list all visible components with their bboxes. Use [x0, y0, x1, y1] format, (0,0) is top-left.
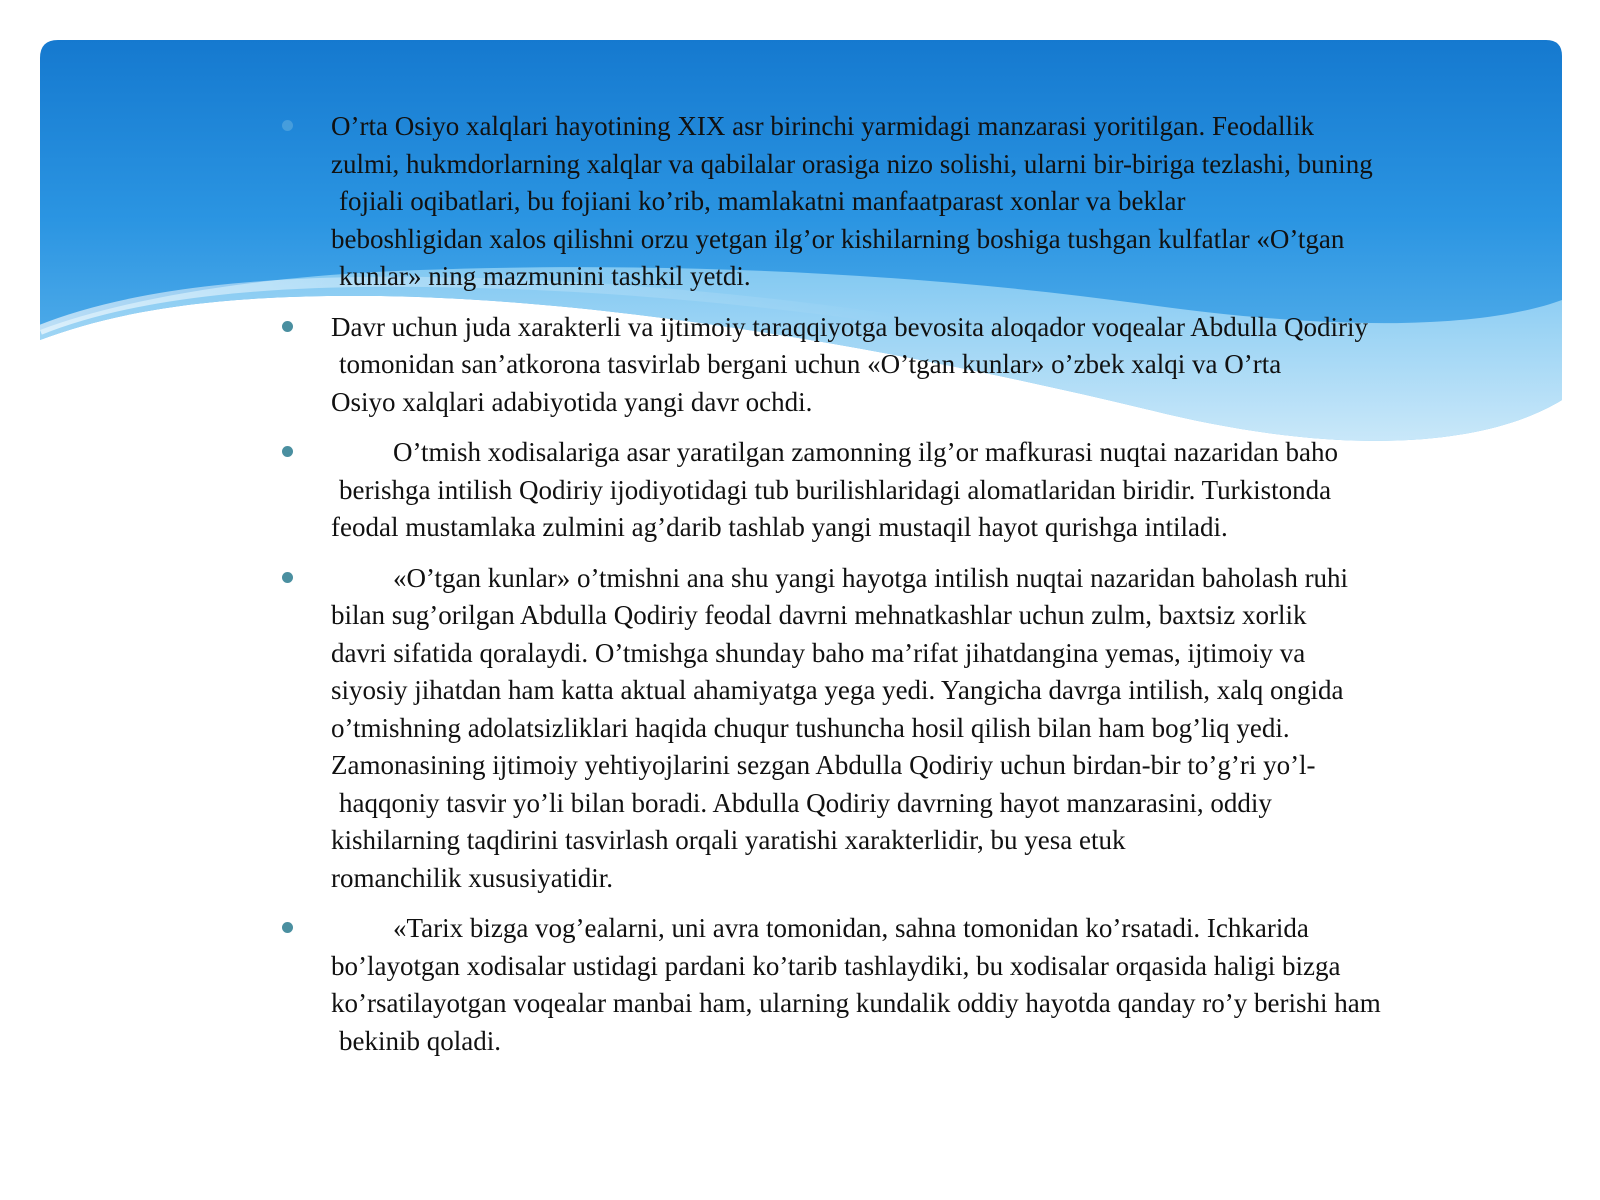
text-line: feodal mustamlaka zulmini ag’darib tashlab yangi mustaqil hayot qurishga intiladi.: [331, 512, 1228, 542]
text-line: zulmi, hukmdorlarning xalqlar va qabilalar orasiga nizo solishi, ularni bir-biriga tezlashi, buning: [331, 148, 1373, 179]
text-line: ko’rsatilayotgan voqealar manbai ham, ularning kundalik oddiy hayotda qanday ro’y berishi ham: [331, 988, 1381, 1018]
bullet-item-3: [285, 434, 1550, 547]
bullet-item-1: [285, 108, 1550, 296]
text-line: bekinib qoladi.: [339, 1025, 501, 1056]
text-line: davri sifatida qoralaydi. O’tmishga shunday baho ma’rifat jihatdangina yemas, ijtimoiy va: [331, 637, 1306, 668]
bullet-icon: [282, 922, 293, 933]
bullet-icon: [282, 572, 293, 583]
text-line: «Tarix bizga vog’ealarni, uni avra tomonidan, sahna tomonidan ko’rsatadi. Ichkarida: [393, 913, 1309, 943]
bullet-icon: [282, 321, 293, 332]
text-line: tomonidan san’atkorona tasvirlab bergani uchun «O’tgan kunlar» o’zbek xalqi va O’rta: [339, 349, 1282, 379]
text-line: o’tmishning adolatsizliklari haqida chuqur tushuncha hosil qilish bilan ham bog’liq yedi.: [331, 712, 1290, 743]
text-line: O’tmish xodisalariga asar yaratilgan zamonning ilg’or mafkurasi nuqtai nazaridan baho: [393, 437, 1338, 467]
text-line: haqqoniy tasvir yo’li bilan boradi. Abdulla Qodiriy davrning hayot manzarasini, oddiy: [339, 787, 1272, 818]
bullet-item-2: [285, 309, 1550, 422]
bullet-item-4: [285, 560, 1550, 898]
text-line: kishilarning taqdirini tasvirlash orqali yaratishi xarakterlidir, bu yesa etuk: [331, 825, 1126, 855]
bullet-list: [285, 108, 1550, 1060]
text-line: bo’layotgan xodisalar ustidagi pardani ko’tarib tashlaydiki, bu xodisalar orqasida haligi bizga: [331, 950, 1341, 981]
text-line: berishga intilish Qodiriy ijodiyotidagi tub burilishlaridagi alomatlaridan biridir. Turkistonda: [339, 474, 1332, 505]
text-line: Zamonasining ijtimoiy yehtiyojlarini sezgan Abdulla Qodiriy uchun birdan-bir to’g’ri yo’l-: [331, 750, 1316, 780]
bullet-icon: [282, 120, 293, 131]
content-area: [285, 108, 1550, 1073]
text-line: siyosiy jihatdan ham katta aktual ahamiyatga yega yedi. Yangicha davrga intilish, xalq ongida: [331, 675, 1344, 705]
text-line: kunlar» ning mazmunini tashkil yetdi.: [339, 261, 751, 291]
bullet-item-5: [285, 910, 1550, 1060]
text-line: fojiali oqibatlari, bu fojiani ko’rib, mamlakatni manfaatparast xonlar va beklar: [339, 186, 1186, 216]
text-line: «O’tgan kunlar» o’tmishni ana shu yangi hayotga intilish nuqtai nazaridan baholash ruhi: [393, 562, 1349, 593]
text-line: O’rta Osiyo xalqlari hayotining XIX asr birinchi yarmidagi manzarasi yoritilgan. Feodallik: [331, 111, 1314, 141]
bullet-icon: [282, 446, 293, 457]
text-line: Osiyo xalqlari adabiyotida yangi davr ochdi.: [331, 386, 813, 417]
text-line: Davr uchun juda xarakterli va ijtimoiy taraqqiyotga bevosita aloqador voqealar Abdulla Qodiriy: [331, 311, 1368, 342]
text-line: bilan sug’orilgan Abdulla Qodiriy feodal davrni mehnatkashlar uchun zulm, baxtsiz xorlik: [331, 600, 1307, 630]
text-line: romanchilik xususiyatidir.: [331, 862, 613, 893]
text-line: beboshligidan xalos qilishni orzu yetgan ilg’or kishilarning boshiga tushgan kulfatlar «O’tgan: [331, 223, 1345, 254]
